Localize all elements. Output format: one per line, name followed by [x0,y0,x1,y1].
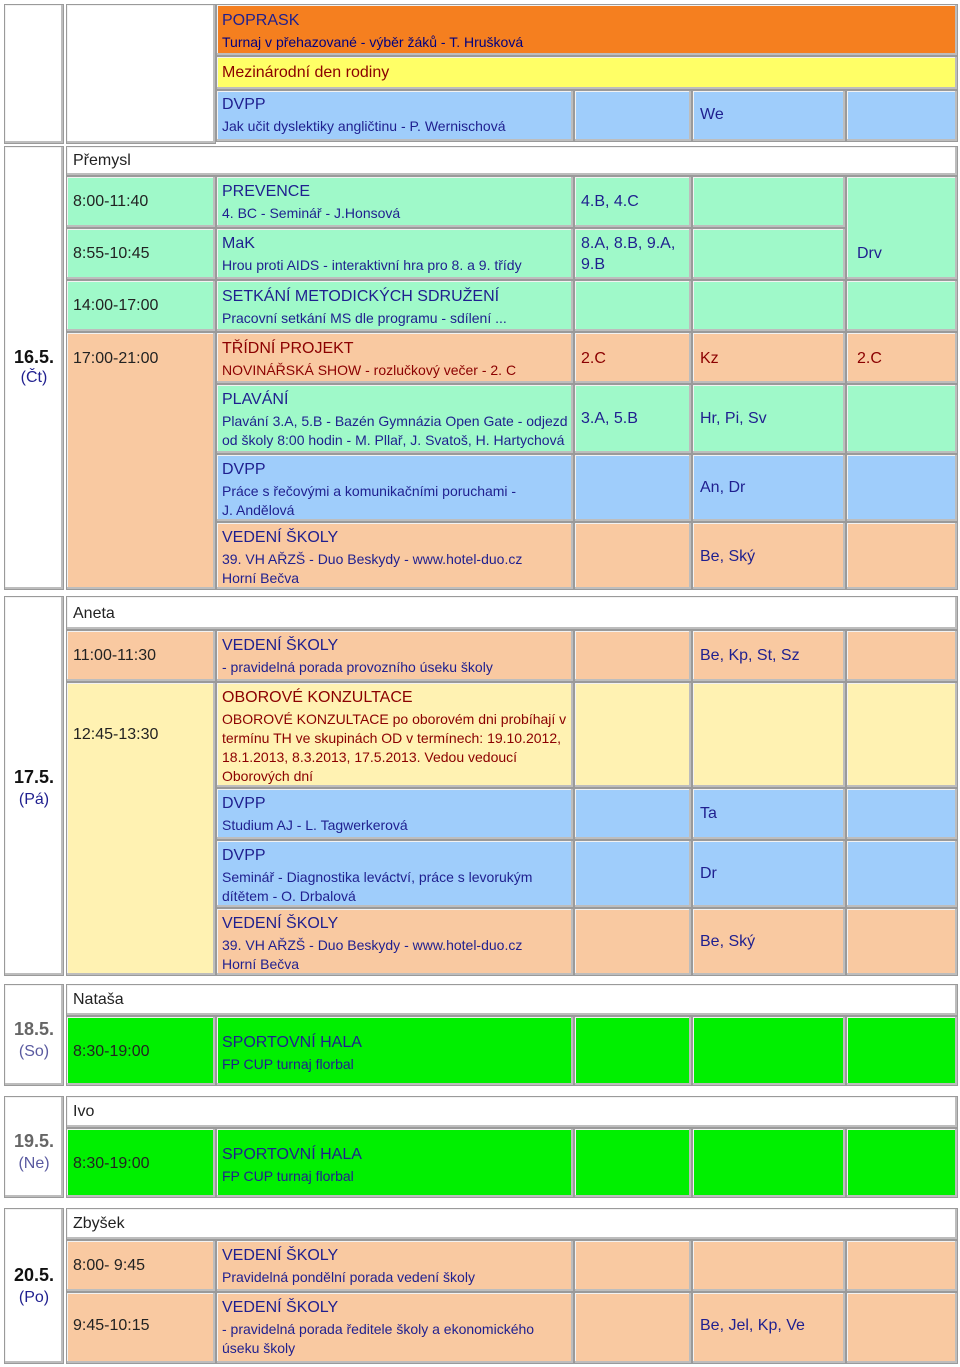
event-desc: 4. BC - Seminář - J.Honsová [222,205,401,221]
event-title: POPRASK [222,12,300,29]
event-sportovni-hala-sun[interactable] [216,1128,574,1198]
event-time: 9:45-10:15 [73,1317,150,1334]
event-title: MaK [222,235,255,252]
person-cell [692,840,846,908]
classes-cell [574,682,692,788]
event-title: VEDENÍ ŠKOLY [222,1299,339,1316]
event-tridni-projekt[interactable] [216,332,574,384]
event-title: OBOROVÉ KONZULTACE [222,689,413,706]
event-title: DVPP [222,847,266,864]
extra-cell [846,332,958,384]
classes-label: 3.A, 5.B [581,410,638,427]
extra-cell [846,1016,958,1086]
event-desc: Studium AJ - L. Tagwerkerová [222,817,408,833]
event-desc: Turnaj v přehazované - výběr žáků - T. Hrušková [222,34,524,50]
day-date: 18.5. [13,1019,55,1039]
event-title: VEDENÍ ŠKOLY [222,637,339,654]
person-label: Be, Jel, Kp, Ve [700,1317,805,1334]
classes-cell [574,176,692,228]
person-cell [692,1128,846,1198]
event-title: DVPP [222,795,266,812]
event-title: Mezinárodní den rodiny [222,64,390,81]
extra-cell [846,1292,958,1364]
person-cell [692,788,846,840]
person-label: We [700,106,724,123]
person-cell [692,630,846,682]
person-label: Be, Kp, St, Sz [700,647,800,664]
day-cell-monday [4,1208,64,1364]
event-title: PREVENCE [222,183,311,200]
duty-person: Ivo [73,1103,95,1120]
extra-cell [846,788,958,840]
event-title: VEDENÍ ŠKOLY [222,529,339,546]
extra-cell [846,522,958,590]
duty-row [66,1208,958,1240]
duty-row [66,146,958,176]
event-title: SPORTOVNÍ HALA [222,1034,362,1051]
classes-label: 2.C [581,350,606,367]
person-cell [692,454,846,522]
time-cell [66,1240,216,1292]
time-cell [66,280,216,332]
event-desc: FP CUP turnaj florbal [222,1056,354,1072]
event-desc: Plavání 3.A, 5.B - Bazén Gymnázia Open Gate - odjezd od školy 8:00 hodin - M. Pllař, J. Svatoš, H. Hartychová [222,413,568,448]
extra-cell [846,454,958,522]
event-time: 11:00-11:30 [73,647,157,664]
event-desc: Seminář - Diagnostika leváctví, práce s levorukým dítětem - O. Drbalová [222,869,533,904]
event-vedeni-skoly-mon-2[interactable] [216,1292,574,1364]
person-cell [692,1016,846,1086]
classes-cell [574,630,692,682]
event-plavani[interactable] [216,384,574,454]
extra-label: 2.C [857,350,882,367]
person-cell [692,908,846,976]
extra-cell [846,176,958,280]
day-date: 19.5. [13,1131,55,1151]
day-of-week: (Čt) [20,369,48,386]
day-of-week: (So) [18,1043,50,1060]
person-label: Be, Ský [700,933,756,950]
person-cell [692,1292,846,1364]
event-setkani-ms[interactable] [216,280,574,332]
person-cell [692,228,846,280]
time-cell-empty [66,4,216,144]
person-label: An, Dr [700,479,746,496]
duty-row [66,596,958,630]
classes-cell [574,228,692,280]
event-desc: - pravidelná porada provozního úseku školy [222,659,493,675]
extra-cell [846,630,958,682]
event-vedeni-skoly-mon-1[interactable] [216,1240,574,1292]
extra-cell [846,1240,958,1292]
extra-cell [846,908,958,976]
time-cell [66,228,216,280]
classes-cell [574,908,692,976]
event-sportovni-hala-sat[interactable] [216,1016,574,1086]
event-desc: FP CUP turnaj florbal [222,1168,354,1184]
event-time: 8:55-10:45 [73,245,150,262]
classes-cell [574,90,692,142]
event-vedeni-skoly-fri-2[interactable] [216,908,574,976]
event-desc: Pravidelná pondělní porada vedení školy [222,1269,475,1285]
day-of-week: (Ne) [18,1155,50,1172]
person-label: Dr [700,865,717,882]
day-cell-friday [4,596,64,976]
classes-cell [574,1128,692,1198]
event-title: VEDENÍ ŠKOLY [222,1247,339,1264]
extra-cell [846,1128,958,1198]
event-dvpp-fri-1[interactable] [216,788,574,840]
person-cell [692,1240,846,1292]
event-dvpp-fri-2[interactable] [216,840,574,908]
time-cell [66,1292,216,1364]
event-desc: Hrou proti AIDS - interaktivní hra pro 8. a 9. třídy [222,257,522,273]
duty-person: Přemysl [73,152,131,169]
event-title: SETKÁNÍ METODICKÝCH SDRUŽENÍ [222,288,500,305]
classes-cell [574,454,692,522]
event-desc: 39. VH AŘZŠ - Duo Beskydy - www.hotel-duo.cz Horní Bečva [222,551,523,586]
event-title: VEDENÍ ŠKOLY [222,915,339,932]
person-label: Kz [700,350,719,367]
classes-cell [574,332,692,384]
classes-cell [574,1240,692,1292]
event-mak[interactable] [216,228,574,280]
event-desc: Pracovní setkání MS dle programu - sdílení ... [222,310,507,326]
time-cell [66,1128,216,1198]
event-desc: Jak učit dyslektiky angličtinu - P. Wernischová [222,118,506,134]
time-cell [66,682,216,976]
person-cell [692,384,846,454]
extra-cell [846,90,958,142]
event-title: DVPP [222,461,266,478]
event-title: TŘÍDNÍ PROJEKT [222,340,354,357]
date-cell-empty [4,4,64,144]
classes-cell [574,840,692,908]
person-cell [692,176,846,228]
classes-cell [574,1292,692,1364]
event-title: DVPP [222,96,266,113]
person-label: Hr, Pi, Sv [700,410,767,427]
person-label: Ta [700,805,717,822]
event-dvpp-top[interactable] [216,90,574,142]
person-label: Be, Ský [700,548,756,565]
time-cell [66,332,216,590]
time-cell [66,176,216,228]
duty-row [66,984,958,1016]
event-time: 8:00-11:40 [73,193,149,210]
day-cell-thursday [4,146,64,590]
duty-person: Aneta [73,605,115,622]
person-label: Drv [857,245,882,262]
event-poprask[interactable] [216,4,958,56]
event-desc: OBOROVÉ KONZULTACE po oborovém dni probíhají v termínu TH ve skupinách OD v termínech: 19.10.2012, 18.1.2013, 8.3.2013, 17.5.2013. Vedou vedoucí Oborových dní [222,711,567,784]
classes-cell [574,280,692,332]
classes-label: 8.A, 8.B, 9.A, 9.B [581,235,676,273]
event-time: 8:30-19:00 [73,1043,150,1060]
duty-person: Zbyšek [73,1215,125,1232]
duty-row [66,1096,958,1128]
duty-person: Nataša [73,991,124,1008]
event-time: 8:00- 9:45 [73,1257,146,1274]
day-of-week: (Pá) [18,791,50,808]
event-vedeni-skoly-thu[interactable] [216,522,574,590]
extra-cell [846,384,958,454]
event-title: PLAVÁNÍ [222,391,289,408]
time-cell [66,630,216,682]
person-cell [692,332,846,384]
event-vedeni-skoly-fri-1[interactable] [216,630,574,682]
day-of-week: (Po) [18,1289,50,1306]
event-desc: NOVINÁŘSKÁ SHOW - rozlučkový večer - 2. C [222,362,517,378]
event-desc: Práce s řečovými a komunikačními poruchami - J. Andělová [222,483,517,518]
classes-label: 4.B, 4.C [581,193,639,210]
person-cell [692,90,846,142]
time-cell [66,1016,216,1086]
extra-cell [846,682,958,788]
classes-cell [574,522,692,590]
person-cell [692,280,846,332]
person-cell [692,682,846,788]
event-desc: - pravidelná porada ředitele školy a ekonomického úseku školy [222,1321,535,1356]
day-cell-saturday [4,984,64,1086]
event-desc: 39. VH AŘZŠ - Duo Beskydy - www.hotel-duo.cz Horní Bečva [222,937,523,972]
event-prevence[interactable] [216,176,574,228]
extra-cell [846,840,958,908]
extra-cell [846,280,958,332]
event-mezinarodni-den-rodiny[interactable] [216,56,958,90]
classes-cell [574,384,692,454]
event-time: 14:00-17:00 [73,297,159,314]
event-title: SPORTOVNÍ HALA [222,1146,362,1163]
event-oborove-konzultace[interactable] [216,682,574,788]
day-date: 16.5. [13,347,55,367]
event-time: 12:45-13:30 [73,726,159,743]
day-date: 17.5. [13,767,55,787]
day-date: 20.5. [13,1265,55,1285]
event-dvpp-thu[interactable] [216,454,574,522]
person-cell [692,522,846,590]
event-time: 17:00-21:00 [73,350,159,367]
classes-cell [574,788,692,840]
event-time: 8:30-19:00 [73,1155,150,1172]
classes-cell [574,1016,692,1086]
day-cell-sunday [4,1096,64,1198]
